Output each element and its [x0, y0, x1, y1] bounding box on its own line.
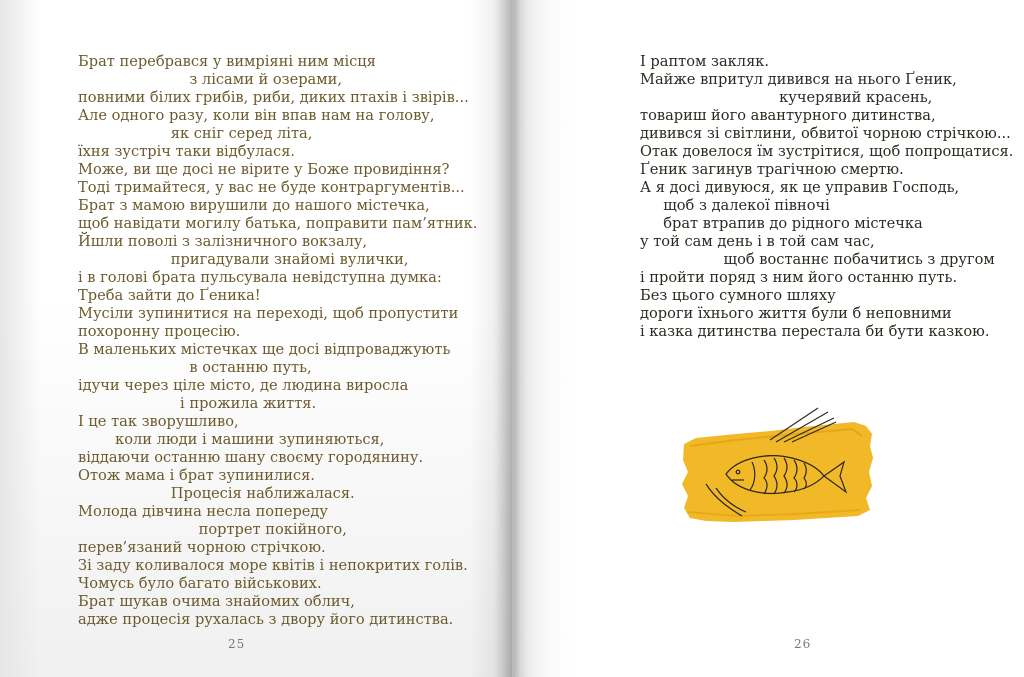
right-page-text-line: Отак довелося їм зустрітися, щоб попрощатися.	[640, 143, 1014, 160]
left-page-text-line: віддаючи останню шану своєму городянину.	[78, 449, 424, 466]
right-page-text-line: Майже впритул дивився на нього Ґеник,	[640, 71, 957, 88]
left-page-text-line: Молода дівчина несла попереду	[78, 503, 328, 520]
left-page-text-line: і в голові брата пульсувала невідступна думка:	[78, 269, 442, 286]
left-page-text-line: повними білих грибів, риби, диких птахів і звірів...	[78, 89, 469, 106]
left-page-text-line: Мусіли зупинитися на переході, щоб пропустити	[78, 305, 459, 322]
right-page-text-line: і пройти поряд з ним його останню путь.	[640, 269, 958, 286]
right-page-text-line: товариш його авантурного дитинства,	[640, 107, 936, 124]
fish-illustration	[676, 400, 878, 530]
left-page-text-line: щоб навідати могилу батька, поправити пам’ятник.	[78, 215, 478, 232]
right-page-text-line: у той сам день і в той сам час,	[640, 233, 875, 250]
right-page-text-line: і казка дитинства перестала би бути казкою.	[640, 323, 990, 340]
left-page-text-line: Зі заду коливалося море квітів і непокритих голів.	[78, 557, 468, 574]
right-page-text-line: брат втрапив до рідного містечка	[640, 215, 923, 232]
left-page-text-line: портрет покійного,	[78, 521, 347, 538]
left-page-text-line: ідучи через ціле місто, де людина виросла	[78, 377, 409, 394]
left-page-text-line: як сніг серед літа,	[78, 125, 313, 142]
left-page-text-line: Процесія наближалася.	[78, 485, 355, 502]
left-page-text-line: в останню путь,	[78, 359, 312, 376]
left-page-text-line: Чомусь було багато військових.	[78, 575, 322, 592]
page-number-right: 26	[794, 637, 812, 651]
page-number-left: 25	[228, 637, 246, 651]
right-page-text-line: дороги їхнього життя були б неповними	[640, 305, 952, 322]
left-page-text-line: перев’язаний чорною стрічкою.	[78, 539, 326, 556]
right-page-text-line: Ґеник загинув трагічною смертю.	[640, 161, 904, 178]
yellow-brush-stroke	[682, 422, 873, 522]
left-page-text-line: пригадували знайомі вулички,	[78, 251, 409, 268]
left-page-text-line: похоронну процесію.	[78, 323, 241, 340]
left-page-text-line: їхня зустріч таки відбулася.	[78, 143, 296, 160]
left-page-text-line: Може, ви ще досі не вірите у Боже провидіння?	[78, 161, 450, 178]
left-page-text-line: Йшли поволі з залізничного вокзалу,	[78, 233, 368, 250]
right-page-text-line: А я досі дивуюся, як це управив Господь,	[640, 179, 960, 196]
left-page-text-line: Тоді тримайтеся, у вас не буде контраргументів...	[78, 179, 465, 196]
left-page-text-line: Брат шукав очима знайомих облич,	[78, 593, 355, 610]
left-page-text	[78, 53, 477, 629]
left-page-text-line: коли люди і машини зупиняються,	[78, 431, 385, 448]
left-page-text-line: В маленьких містечках ще досі відпроваджують	[78, 341, 451, 358]
left-page-text-line: з лісами й озерами,	[78, 71, 342, 88]
left-page-text-line: Брат з мамою вирушили до нашого містечка,	[78, 197, 430, 214]
right-page-text-line: кучерявий красень,	[640, 89, 933, 106]
left-page-text-line: І це так зворушливо,	[78, 413, 239, 430]
left-page-text-line: Треба зайти до Ґеника!	[78, 287, 261, 304]
left-page-text-line: адже процесія рухалась з двору його дитинства.	[78, 611, 454, 628]
right-page	[512, 0, 1024, 677]
left-page-text-line: Отож мама і брат зупинилися.	[78, 467, 315, 484]
right-page-text-line: дивився зі світлини, обвитої чорною стрічкою...	[640, 125, 1011, 142]
right-page-text-line: І раптом закляк.	[640, 53, 770, 70]
right-page-text-line: щоб з далекої півночі	[640, 197, 830, 214]
left-page-text-line: і прожила життя.	[78, 395, 317, 412]
right-page-text-line: щоб востаннє побачитись з другом	[640, 251, 995, 268]
right-page-text-line: Без цього сумного шляху	[640, 287, 836, 304]
right-page-text	[640, 53, 1013, 341]
left-page-text-line: Але одного разу, коли він впав нам на голову,	[78, 107, 435, 124]
left-page-text-line: Брат перебрався у вимріяні ним місця	[78, 53, 376, 70]
